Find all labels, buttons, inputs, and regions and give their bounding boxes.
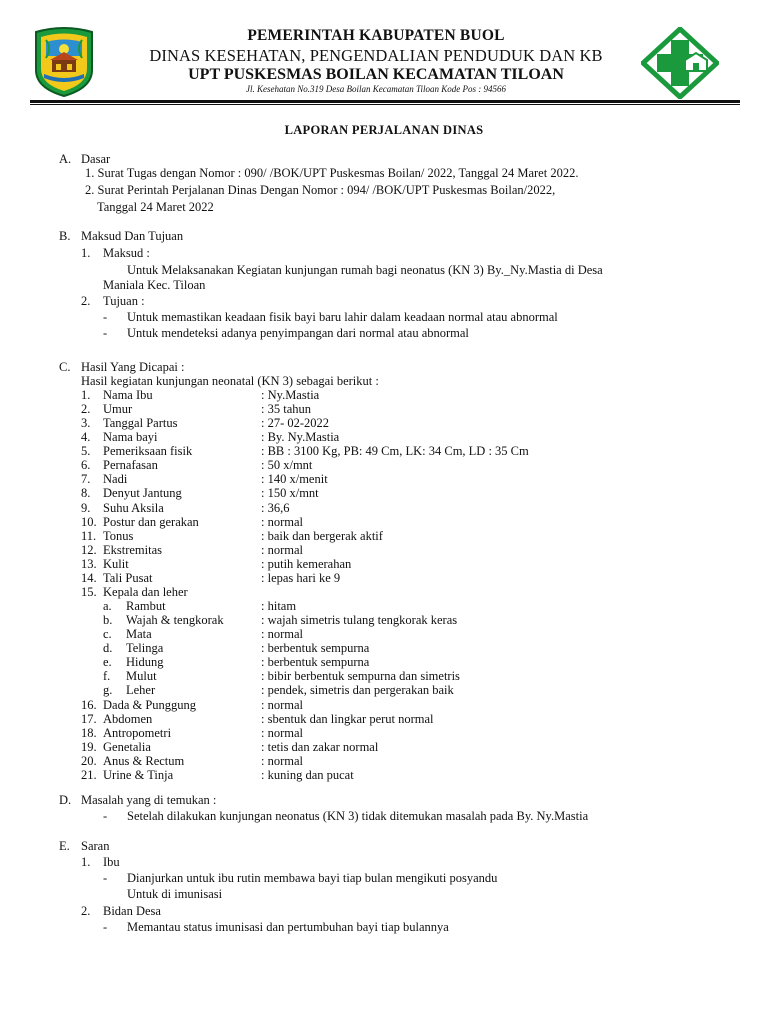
result-row-label: Ekstremitas <box>103 542 163 557</box>
result-row-value: : 50 x/mnt <box>261 458 313 473</box>
result-row-number: 15. <box>81 584 97 599</box>
result-row-label: Leher <box>126 683 156 698</box>
result-row-value: : BB : 3100 Kg, PB: 49 Cm, LK: 34 Cm, LD : 35 Cm <box>261 444 529 459</box>
section-b-letter: B. <box>59 229 71 243</box>
letterhead-department: DINAS KESEHATAN, PENGENDALIAN PENDUDUK DAN KB <box>149 46 603 65</box>
section-d-heading: Masalah yang di temukan : <box>81 793 217 807</box>
section-e-letter: E. <box>59 839 70 853</box>
result-row-label: Nama bayi <box>103 430 158 445</box>
document-title: LAPORAN PERJALANAN DINAS <box>284 123 484 137</box>
section-a-item-1: 1. Surat Tugas dengan Nomor : 090/ /BOK/UPT Puskesmas Boilan/ 2022, Tanggal 24 Maret 2022. <box>85 166 579 180</box>
maksud-text: Untuk Melaksanakan Kegiatan kunjungan rumah bagi neonatus (KN 3) By._Ny.Mastia di Desa <box>127 263 603 277</box>
maksud-text-cont: Maniala Kec. Tiloan <box>103 278 206 292</box>
result-row-label: Kepala dan leher <box>103 584 188 599</box>
result-row-value: : berbentuk sempurna <box>261 655 370 670</box>
section-b-heading: Maksud Dan Tujuan <box>81 229 184 243</box>
result-row-value: : normal <box>261 697 304 712</box>
saran-ibu-item-cont: Untuk di imunisasi <box>127 887 223 901</box>
result-row-value: : lepas hari ke 9 <box>261 570 341 585</box>
puskesmas-logo-icon <box>641 27 719 99</box>
result-row-value: : 36,6 <box>261 500 290 515</box>
result-row-label: Anus & Rectum <box>103 753 185 768</box>
section-d-letter: D. <box>59 793 72 807</box>
tujuan-dash-2: - <box>103 326 108 340</box>
result-row-number: 13. <box>81 556 97 571</box>
result-row-number: 1. <box>81 388 91 402</box>
section-a-heading: Dasar <box>81 152 111 166</box>
result-row-label: Abdomen <box>103 711 153 726</box>
result-row-number: a. <box>103 599 112 614</box>
result-row-value: : hitam <box>261 599 297 614</box>
saran-bidan-number: 2. <box>81 904 91 918</box>
result-row-value: : wajah simetris tulang tengkorak keras <box>261 613 458 628</box>
result-row-number: 20. <box>81 753 97 768</box>
result-row-value: : 140 x/menit <box>261 472 328 487</box>
result-row-value: : baik dan bergerak aktif <box>261 528 383 543</box>
section-c-intro: Hasil kegiatan kunjungan neonatal (KN 3) sebagai berikut : <box>81 374 379 388</box>
result-row-value: : normal <box>261 725 304 740</box>
result-row-number: 2. <box>81 402 91 417</box>
result-row-number: 12. <box>81 542 97 557</box>
result-row-label: Tali Pusat <box>103 570 153 585</box>
result-row-label: Tanggal Partus <box>103 416 178 431</box>
result-row-label: Pemeriksaan fisik <box>103 444 193 459</box>
section-c-heading: Hasil Yang Dicapai : <box>81 360 185 374</box>
result-row-value: : normal <box>261 627 304 642</box>
tujuan-item-2: Untuk mendeteksi adanya penyimpangan dari normal atau abnormal <box>127 326 469 340</box>
maksud-number: 1. <box>81 246 91 260</box>
result-row-label: Nama Ibu <box>103 388 153 402</box>
result-row-label: Antropometri <box>103 725 172 740</box>
saran-ibu-number: 1. <box>81 855 91 869</box>
result-row-value: : normal <box>261 753 304 768</box>
result-row-number: 7. <box>81 472 91 487</box>
result-row-label: Genetalia <box>103 739 151 754</box>
result-row-label: Kulit <box>103 556 129 571</box>
tujuan-dash-1: - <box>103 310 108 324</box>
letterhead-rule-thin <box>30 104 740 105</box>
letterhead-address: Jl. Kesehatan No.319 Desa Boilan Kecamatan Tiloan Kode Pos : 94566 <box>246 84 506 94</box>
result-row-number: b. <box>103 613 113 628</box>
result-row-number: c. <box>103 627 112 642</box>
result-row-number: f. <box>103 669 111 684</box>
section-a-item-2: 2. Surat Perintah Perjalanan Dinas Dengan Nomor : 094/ /BOK/UPT Puskesmas Boilan/2022, <box>85 183 556 197</box>
result-row-label: Suhu Aksila <box>103 500 164 515</box>
result-row-value: : pendek, simetris dan pergerakan baik <box>261 683 454 698</box>
result-row-label: Urine & Tinja <box>103 767 174 782</box>
saran-bidan-item: Memantau status imunisasi dan pertumbuhan bayi tiap bulannya <box>127 920 449 934</box>
result-row-label: Nadi <box>103 472 128 487</box>
result-row-number: d. <box>103 641 113 656</box>
result-row-label: Dada & Punggung <box>103 697 197 712</box>
result-row-label: Postur dan gerakan <box>103 514 199 529</box>
result-row-number: 3. <box>81 416 91 431</box>
maksud-label: Maksud : <box>103 246 150 260</box>
result-row-number: 5. <box>81 444 91 459</box>
result-row-number: 14. <box>81 570 97 585</box>
result-row-label: Wajah & tengkorak <box>126 613 224 628</box>
saran-ibu-dash: - <box>103 871 108 885</box>
result-row-number: 11. <box>81 528 97 543</box>
result-row-label: Tonus <box>103 528 134 543</box>
letterhead-puskesmas: UPT PUSKESMAS BOILAN KECAMATAN TILOAN <box>188 66 564 83</box>
result-row-value: : tetis dan zakar normal <box>261 739 379 754</box>
result-row-number: 4. <box>81 430 91 445</box>
tujuan-number: 2. <box>81 294 91 308</box>
result-row-label: Mulut <box>126 669 157 684</box>
saran-bidan-label: Bidan Desa <box>103 904 161 918</box>
result-row-number: 8. <box>81 486 91 501</box>
buol-regency-emblem-icon <box>32 26 96 98</box>
letterhead-rule-thick <box>30 100 740 103</box>
result-row-value: : bibir berbentuk sempurna dan simetris <box>261 669 460 684</box>
section-c-letter: C. <box>59 360 71 374</box>
result-row-value: : By. Ny.Mastia <box>261 430 340 445</box>
saran-ibu-label: Ibu <box>103 855 120 869</box>
result-row-number: e. <box>103 655 112 670</box>
section-d-item: Setelah dilakukan kunjungan neonatus (KN 3) tidak ditemukan masalah pada By. Ny.Mastia <box>127 809 589 823</box>
letterhead-government: PEMERINTAH KABUPATEN BUOL <box>247 27 505 44</box>
result-row-value: : 27- 02-2022 <box>261 416 330 431</box>
result-row-value: : 150 x/mnt <box>261 486 319 501</box>
result-row-value: : putih kemerahan <box>261 556 352 571</box>
result-row-value: : sbentuk dan lingkar perut normal <box>261 711 434 726</box>
result-row-value: : normal <box>261 542 304 557</box>
result-row-number: 18. <box>81 725 97 740</box>
result-row-label: Telinga <box>126 641 164 656</box>
result-row-label: Mata <box>126 627 152 642</box>
result-row-label: Pernafasan <box>103 458 158 473</box>
result-row-label: Hidung <box>126 655 164 670</box>
result-row-number: 16. <box>81 697 97 712</box>
result-row-label: Denyut Jantung <box>103 486 182 501</box>
tujuan-item-1: Untuk memastikan keadaan fisik bayi baru lahir dalam keadaan normal atau abnormal <box>127 310 558 324</box>
section-d-dash: - <box>103 809 108 823</box>
result-row-label: Umur <box>103 402 133 417</box>
result-row-value: : berbentuk sempurna <box>261 641 370 656</box>
result-row-number: 21. <box>81 767 97 782</box>
section-a-item-2-cont: Tanggal 24 Maret 2022 <box>97 200 214 214</box>
saran-ibu-item: Dianjurkan untuk ibu rutin membawa bayi tiap bulan mengikuti posyandu <box>127 871 498 885</box>
result-row-number: 10. <box>81 514 97 529</box>
result-row-value: : kuning dan pucat <box>261 767 354 782</box>
result-row-number: 6. <box>81 458 91 473</box>
saran-bidan-dash: - <box>103 920 108 934</box>
section-a-letter: A. <box>59 152 72 166</box>
result-row-value: : normal <box>261 514 304 529</box>
section-e-heading: Saran <box>81 839 110 853</box>
letterhead <box>0 0 768 110</box>
tujuan-label: Tujuan : <box>103 294 145 308</box>
result-row-number: g. <box>103 683 113 698</box>
result-row-number: 19. <box>81 739 97 754</box>
result-row-number: 17. <box>81 711 97 726</box>
result-row-label: Rambut <box>126 599 166 614</box>
result-row-value: : 35 tahun <box>261 402 311 417</box>
result-row-value: : Ny.Mastia <box>261 388 320 402</box>
result-row-number: 9. <box>81 500 91 515</box>
